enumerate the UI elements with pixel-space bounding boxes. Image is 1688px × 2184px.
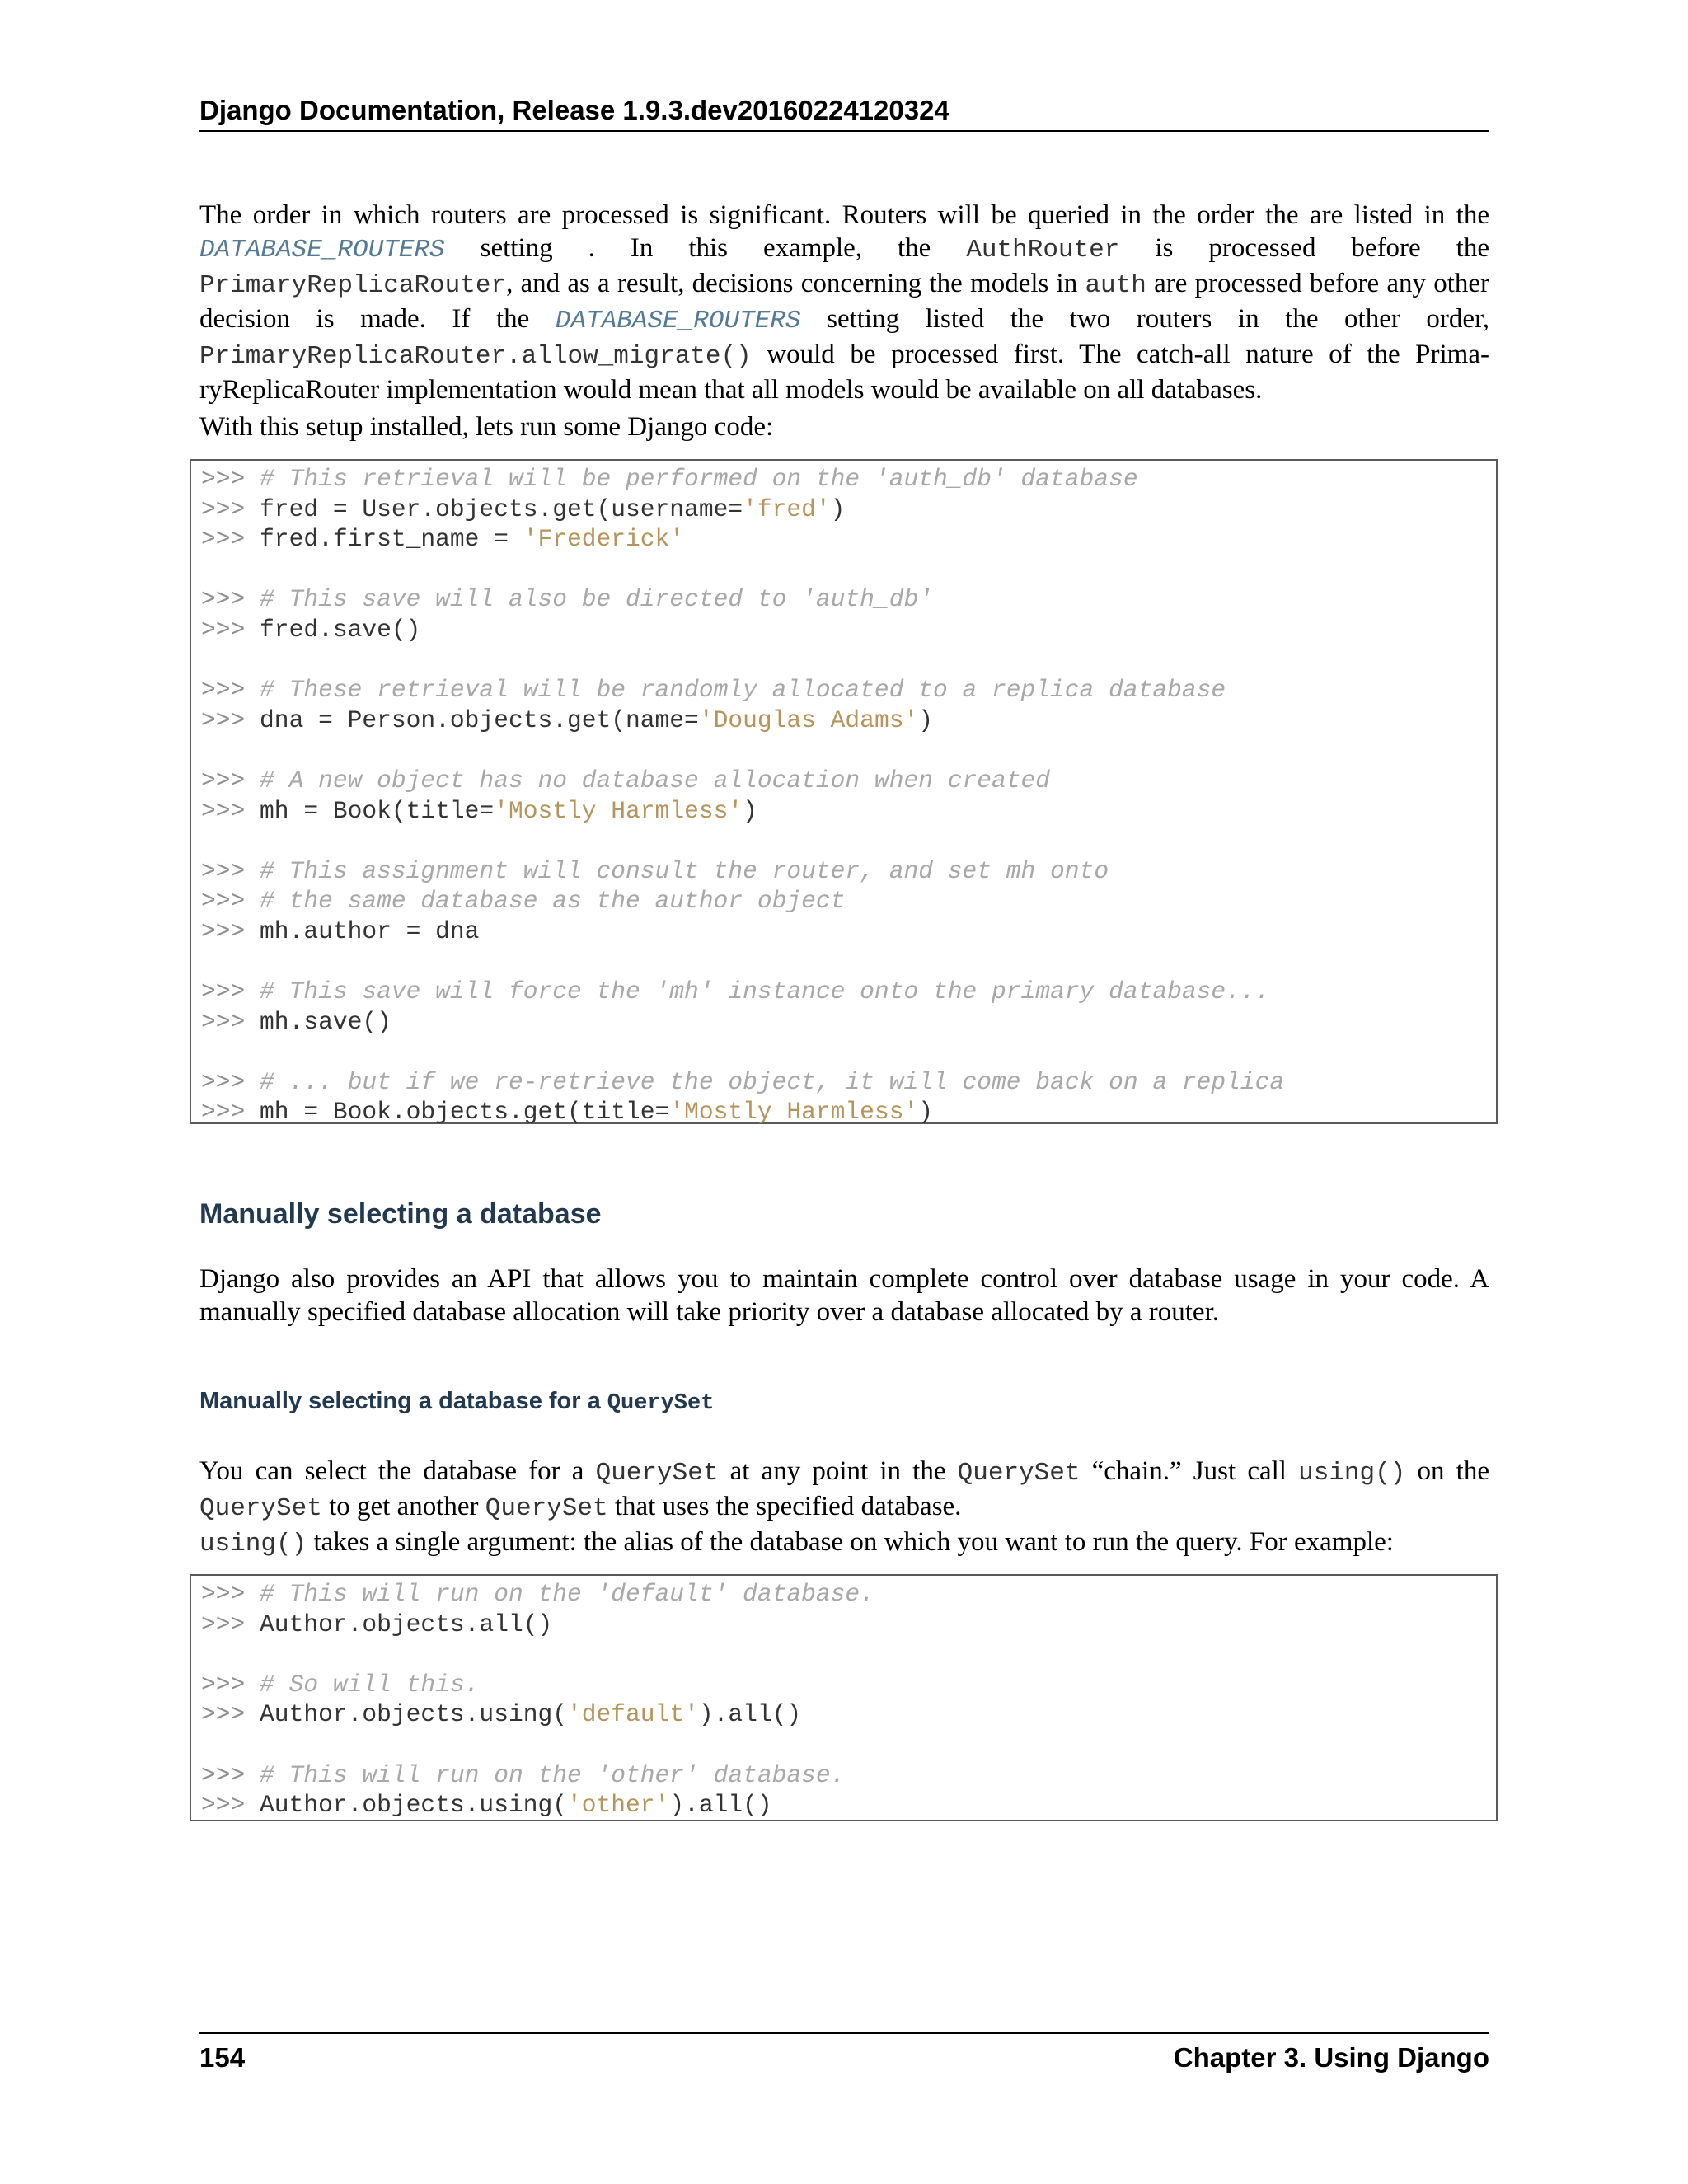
code-line bbox=[201, 1037, 1496, 1067]
code-str: 'fred' bbox=[743, 494, 831, 523]
intro-paragraph bbox=[199, 199, 1489, 406]
code-comment: # ... but if we re-retrieve the object, it will come back on a replica bbox=[260, 1067, 1285, 1096]
inline-code: PrimaryReplicaRouter bbox=[199, 271, 507, 300]
code-line bbox=[201, 645, 1496, 676]
code-line bbox=[201, 555, 1496, 585]
code-comment: # A new object has no database allocation when created bbox=[260, 766, 1051, 794]
page-footer bbox=[199, 2032, 1489, 2075]
subsection-heading-text: Manually selecting a database for a bbox=[199, 1388, 607, 1414]
code-prompt: >>> bbox=[201, 1670, 260, 1699]
code-prompt: >>> bbox=[201, 1610, 260, 1638]
code-prompt: >>> bbox=[201, 615, 260, 644]
inline-code: PrimaryReplicaRouter.allow_migrate() bbox=[199, 342, 752, 371]
code-line bbox=[201, 1007, 1496, 1038]
code-prompt: >>> bbox=[201, 887, 260, 916]
code-code: fred = User.objects.get(username= bbox=[260, 494, 743, 523]
text-run: are processed before any other decision is made. If the bbox=[199, 269, 1490, 334]
code-comment: # This assignment will consult the router, and set mh onto bbox=[260, 856, 1109, 885]
text-run: The order in which routers are processed is significant. Routers will be queried in the order the are listed in the bbox=[199, 200, 1489, 230]
code-comment: # This retrieval will be performed on the 'auth_db' database bbox=[260, 465, 1138, 493]
inline-code: QuerySet bbox=[199, 1494, 322, 1523]
code-line bbox=[201, 1760, 1496, 1791]
subsection-heading-code: QuerySet bbox=[607, 1391, 715, 1416]
code-line bbox=[201, 705, 1496, 736]
running-header: Django Documentation, Release 1.9.3.dev20160224120324 bbox=[199, 92, 1489, 132]
code-code: mh = Book(title= bbox=[260, 796, 495, 825]
code-code: mh.save() bbox=[260, 1007, 392, 1036]
code-line bbox=[201, 735, 1496, 766]
code-code: ) bbox=[830, 494, 846, 523]
code-comment: # This will run on the 'other' database. bbox=[260, 1760, 846, 1789]
code-str: 'Mostly Harmless' bbox=[494, 796, 743, 825]
code-prompt: >>> bbox=[201, 676, 260, 705]
code-code: Author.objects.all() bbox=[260, 1610, 553, 1638]
code-code: fred.save() bbox=[260, 615, 421, 644]
code-prompt: >>> bbox=[201, 1700, 260, 1729]
code-prompt: >>> bbox=[201, 705, 260, 734]
code-prompt: >>> bbox=[201, 525, 260, 554]
code-line bbox=[201, 916, 1496, 947]
inline-code: using() bbox=[199, 1530, 307, 1558]
code-str: 'Frederick' bbox=[523, 525, 685, 554]
code-str: 'default' bbox=[567, 1700, 699, 1729]
code-line bbox=[201, 524, 1496, 555]
code-line bbox=[201, 766, 1496, 796]
code-line bbox=[201, 1610, 1496, 1640]
code-line bbox=[201, 977, 1496, 1007]
code-line bbox=[201, 494, 1496, 525]
text-run: , and as a result, decisions concerning the models in bbox=[506, 269, 1085, 298]
text-run: setting . In this example, the bbox=[444, 233, 967, 263]
text-run: that uses the specified database. bbox=[607, 1492, 962, 1521]
code-prompt: >>> bbox=[201, 1007, 260, 1036]
code-block-routers bbox=[190, 459, 1498, 1127]
code-line bbox=[201, 1699, 1496, 1730]
code-line bbox=[201, 1097, 1496, 1127]
inline-code: AuthRouter bbox=[966, 236, 1120, 265]
code-code: mh.author = dna bbox=[260, 916, 480, 945]
inline-code: auth bbox=[1085, 271, 1146, 300]
queryset-paragraph bbox=[199, 1455, 1489, 1526]
text-run: on the bbox=[1405, 1456, 1489, 1486]
code-prompt: >>> bbox=[201, 494, 260, 523]
code-line bbox=[201, 1639, 1496, 1670]
code-comment: # These retrieval will be randomly allocated to a replica database bbox=[260, 676, 1226, 705]
code-line bbox=[201, 1790, 1496, 1821]
inline-code: QuerySet bbox=[957, 1459, 1081, 1488]
code-prompt: >>> bbox=[201, 796, 260, 825]
code-prompt: >>> bbox=[201, 856, 260, 885]
text-run: setting listed the two routers in the other order, bbox=[800, 304, 1489, 334]
inline-code: using() bbox=[1298, 1459, 1406, 1488]
code-prompt: >>> bbox=[201, 1098, 260, 1127]
code-line bbox=[201, 1579, 1496, 1610]
section-heading: Manually selecting a database bbox=[199, 1198, 602, 1230]
code-prompt: >>> bbox=[201, 1791, 260, 1820]
text-run: You can select the database for a bbox=[199, 1456, 596, 1486]
code-prompt: >>> bbox=[201, 1067, 260, 1096]
code-comment: # This save will also be directed to 'auth_db' bbox=[260, 585, 933, 614]
code-code: ).all() bbox=[698, 1700, 802, 1729]
code-code: ).all() bbox=[669, 1791, 772, 1820]
code-prompt: >>> bbox=[201, 977, 260, 1006]
code-comment: # This will run on the 'default' database. bbox=[260, 1580, 874, 1608]
text-run: is processed before the bbox=[1119, 233, 1489, 263]
text-run: would be processed first. The catch-all nature of the Prima-ryReplicaRouter implementation would mean that all models would be available on all databases. bbox=[199, 340, 1489, 405]
code-line bbox=[201, 615, 1496, 645]
code-prompt: >>> bbox=[201, 916, 260, 945]
code-code: dna = Person.objects.get(name= bbox=[260, 705, 699, 734]
using-paragraph bbox=[199, 1526, 1489, 1561]
code-comment: # This save will force the 'mh' instance onto the primary database... bbox=[260, 977, 1270, 1006]
code-prompt: >>> bbox=[201, 1760, 260, 1789]
setting-link[interactable]: DATABASE_ROUTERS bbox=[555, 307, 801, 335]
text-run: takes a single argument: the alias of the database on which you want to run the query. For example: bbox=[307, 1527, 1394, 1557]
code-line bbox=[201, 826, 1496, 856]
code-line bbox=[201, 1670, 1496, 1700]
code-str: 'other' bbox=[567, 1791, 670, 1820]
page-number: 154 bbox=[199, 2042, 246, 2073]
subsection-heading bbox=[199, 1388, 714, 1416]
code-prompt: >>> bbox=[201, 465, 260, 493]
code-code: Author.objects.using( bbox=[260, 1791, 567, 1820]
code-block-using bbox=[190, 1574, 1498, 1821]
code-line bbox=[201, 675, 1496, 705]
section-paragraph: Django also provides an API that allows you to maintain complete control over database usage in your code. A manually specified database allocation will take priority over a database allocated by a router. bbox=[199, 1264, 1489, 1327]
code-str: 'Mostly Harmless' bbox=[669, 1098, 919, 1127]
code-str: 'Douglas Adams' bbox=[698, 705, 919, 734]
code-comment: # So will this. bbox=[260, 1670, 480, 1699]
code-prompt: >>> bbox=[201, 766, 260, 794]
code-line bbox=[201, 886, 1496, 916]
code-comment: # the same database as the author object bbox=[260, 887, 846, 916]
code-line bbox=[201, 584, 1496, 615]
text-run: to get another bbox=[321, 1492, 485, 1521]
code-line bbox=[201, 1067, 1496, 1098]
code-line bbox=[201, 796, 1496, 827]
code-prompt: >>> bbox=[201, 1580, 260, 1608]
code-code: mh = Book.objects.get(title= bbox=[260, 1098, 670, 1127]
code-prompt: >>> bbox=[201, 585, 260, 614]
code-code: ) bbox=[918, 1098, 933, 1127]
code-code: ) bbox=[743, 796, 757, 825]
setup-paragraph: With this setup installed, lets run some Django code: bbox=[199, 412, 774, 442]
code-line bbox=[201, 856, 1496, 887]
text-run: “chain.” Just call bbox=[1080, 1456, 1299, 1486]
setting-link[interactable]: DATABASE_ROUTERS bbox=[199, 236, 445, 265]
code-code: fred.first_name = bbox=[260, 525, 523, 554]
inline-code: QuerySet bbox=[595, 1459, 719, 1488]
code-code: Author.objects.using( bbox=[260, 1700, 567, 1729]
text-run: at any point in the bbox=[718, 1456, 958, 1486]
code-line bbox=[201, 947, 1496, 977]
code-line bbox=[201, 464, 1496, 494]
chapter-label: Chapter 3. Using Django bbox=[1173, 2042, 1489, 2073]
inline-code: QuerySet bbox=[485, 1494, 608, 1523]
code-line bbox=[201, 1730, 1496, 1760]
code-code: ) bbox=[918, 705, 933, 734]
